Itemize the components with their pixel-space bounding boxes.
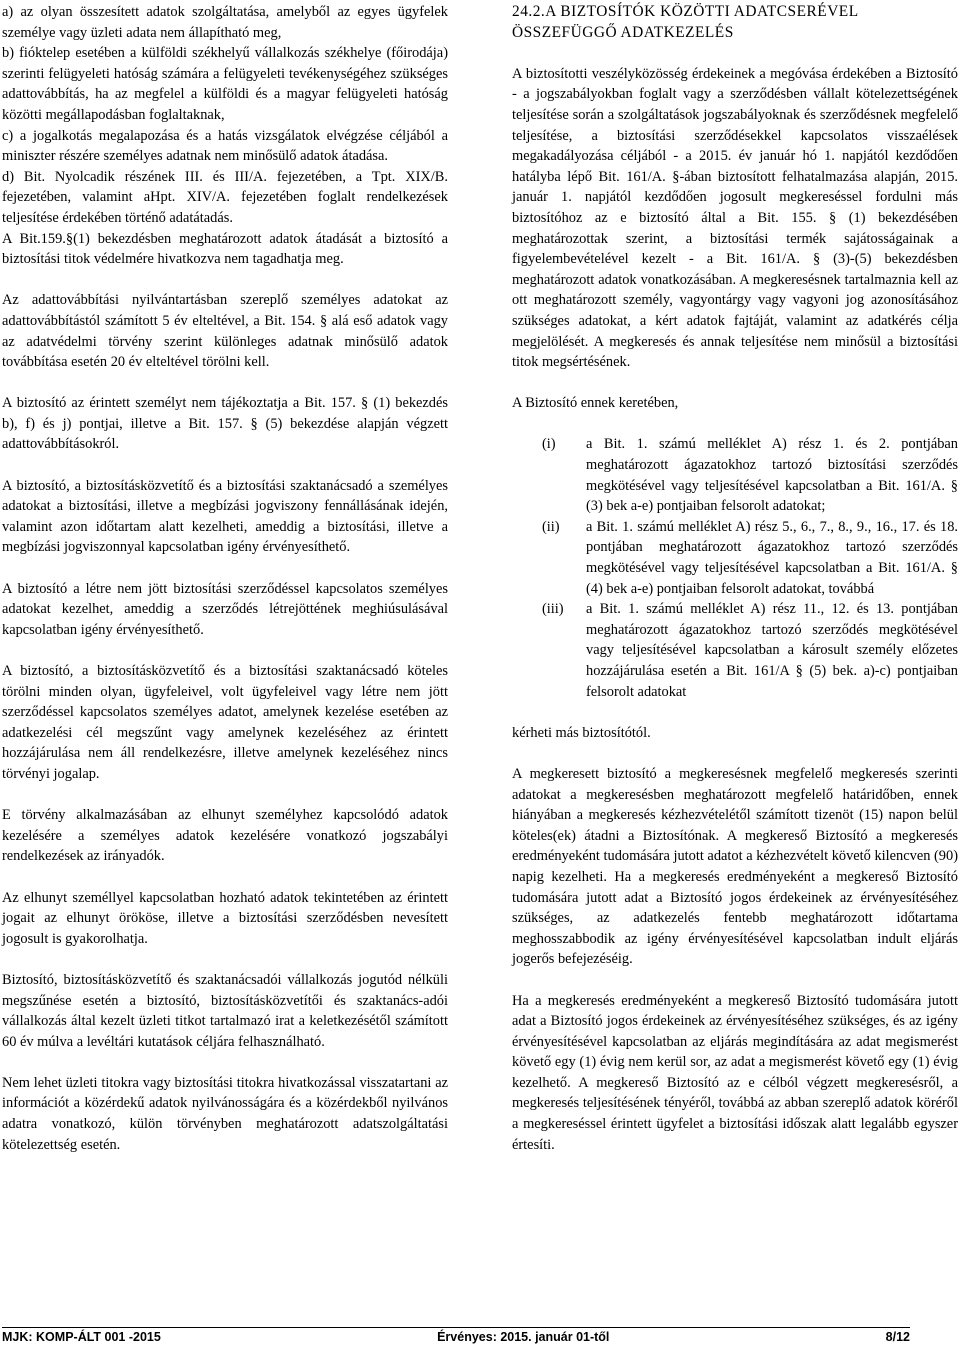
paragraph-deletion: A biztosító, a biztosításközvetítő és a biztosítási szaktanácsadó köteles törölni minden olyan, ügyfeleivel, volt ügyfeleivel vagy létre nem jött szerződéssel kapcsolatos személyes adatot, amelynek kezelése esetében az adatkezelési cél megszűnt vagy amelynek kezeléséhez az érintett hozzájárulása nem áll rendelkezésre, illetve amelynek kezeléséhez nincs törvényi jogalap.	[2, 663, 448, 782]
section-heading: 24.2.A BIZTOSÍTÓK KÖZÖTTI ADATCSERÉVEL ÖSSZEFÜGGŐ ADATKEZELÉS	[512, 3, 859, 41]
paragraph-framework: A Biztosító ennek keretében,	[512, 395, 679, 412]
paragraph-dissolution: Biztosító, biztosításközvetítő és szaktanácsadói vállalkozás jogutód nélküli megszűnése esetén a biztosító, biztosításközvetítői és szaktanács-adói vállalkozás által kezelt üzleti titkot tartalmazó irat a keletkezésétől számított 60 év múlva a levéltári kutatások céljára felhasználható.	[2, 971, 448, 1050]
paragraph-data-exchange: A biztosítotti veszélyközösség érdekeinek a megóvása érdekében a Biztosító - a jogszabályokban foglalt vagy a szerződésben vállalt kötelezettségének teljesítése során a szolgáltatások jogszabályoknak és szerződésnek megfelelő teljesítése, a biztosítási szerződésekkel kapcsolatos visszaélések megakadályozása céljából - a 2015. év január hó 1. napjától kezdődően hatályba lépő Bit. 161/A. §-ában biztosított felhatalmazása alapján, 2015. január 1. napjától kezdődően jogosult megkereséssel fordulni más biztosítóhoz az e biztosító által a Bit. 155. § (1) bekezdésében meghatározottak szerint, a biztosítási termék sajátosságainak a figyelembevételével kezelt - a Bit. 161/A. § (3)-(5) bekezdésben meghatározott adatok vonatkozásában. A megkeresésnek tartalmaznia kell az ott meghatározott személy, vagyontárgy vagy vagyoni jog azonosításához szükséges adatokat, a kért adatok fajtáját, valamint az adatkérés célja megjelölését. A megkeresés és annak teljesítése nem minősül a biztosítási titok megsértésének.	[512, 65, 958, 371]
list-item-number: (i)	[542, 436, 556, 453]
list-item	[512, 599, 958, 702]
list-item-text: a Bit. 1. számú melléklet A) rész 5., 6., 7., 8., 9., 16., 17. és 18. pontjában meghatározott ágazatokhoz tartozó szerződés megkötésével vagy teljesítésével kapcsolatban a Bit. 161/A. § (4) bek a-e) pontjaiban felsorolt adatokat, továbbá	[586, 518, 958, 597]
left-column	[2, 2, 448, 1155]
paragraph-b: b) fióktelep esetében a külföldi székhelyű vállalkozás székhelye (főirodája) szerinti felügyeleti hatóság számára a felügyeleti tevékenységéhez szükséges adattovábbítás, ha az megfelel a külföldi és a magyar felügyeleti hatóság közötti megállapodásban foglaltaknak,	[2, 45, 448, 123]
paragraph-retention-year: Ha a megkeresés eredményeként a megkereső Biztosító tudomására jutott adat a Biztosító jogos érdekeinek az érvényesítéséhez szükséges, és az igény érvényesítésével kapcsolatban az eljárás megindítására az adat megismerést követő egy (1) évig nem kerül sor, az adat a megismerést követő egy (1) évig kezelhető. A megkereső Biztosító az e célból végzett megkeresésről, a megkeresés teljesítésének tényéről, továbbá az abban szereplő adatok köréről a megkereséssel érintett ügyfelet a biztosítási időszak alatt legalább egyszer értesíti.	[512, 992, 958, 1153]
page-footer	[2, 1327, 910, 1344]
request-list	[512, 434, 958, 702]
list-item-text: a Bit. 1. számú melléklet A) rész 1. és 2. pontjában meghatározott ágazatokhoz tartozó biztosítási szerződés megkötésével vagy teljesítésével kapcsolatban a Bit. 161/A. § (3) bek a-e) pontjaiban felsorolt adatokat;	[586, 436, 958, 515]
right-column	[512, 2, 958, 1155]
paragraph-deceased-rights: Az elhunyt személlyel kapcsolatban hozható adatok tekintetében az érintett jogait az elhunyt örököse, illetve a biztosítási szerződésben nevesített jogosult is gyakorolhatja.	[2, 889, 448, 947]
paragraph-public-data: Nem lehet üzleti titokra vagy biztosítási titokra hivatkozással visszatartani az információt a közérdekű adatok nyilvánosságára és a közérdekből nyilvános adatra vonatkozó, külön törvényben meghatározott adatszolgáltatási kötelezettség esetén.	[2, 1074, 448, 1153]
paragraph-d: d) Bit. Nyolcadik részének III. és III/A. fejezetében, a Tpt. XIX/B. fejezetében, valamint aHpt. XIV/A. fejezetében foglalt rendelkezések teljesítése érdekében történő adatátadás.	[2, 168, 448, 226]
paragraph-request-close: kérheti más biztosítótól.	[512, 724, 651, 741]
paragraph-deceased: E törvény alkalmazásában az elhunyt személyhez kapcsolódó adatok kezelésére a személyes adatok kezelésére vonatkozó jogszabályi rendelkezések az irányadók.	[2, 807, 448, 865]
paragraph-a: a) az olyan összesített adatok szolgáltatása, amelyből az egyes ügyfelek személye vagy üzleti adata nem állapítható meg,	[2, 4, 448, 41]
list-item-number: (ii)	[542, 518, 560, 535]
page-number: 8/12	[885, 1330, 910, 1344]
document-id: MJK: KOMP-ÁLT 001 -2015	[2, 1330, 161, 1344]
paragraph-c: c) a jogalkotás megalapozása és a hatás vizsgálatok elvégzése céljából a miniszter részére személyes adatnak nem minősülő adatok átadása.	[2, 127, 448, 165]
paragraph-deadline: A megkeresett biztosító a megkeresésnek megfelelő megkeresés szerinti adatokat a megkeresésben meghatározott megfelelő határidőben, ennek hiányában a megkeresés kézhezvételétől számított tizenöt (15) napon belül köteles(ek) átadni a Biztosítónak. A megkereső Biztosító a megkeresés eredményeként tudomására jutott adatot a kézhezvételt követő kilencven (90) napig kezelheti. Ha a megkeresés eredményeként a megkereső Biztosító tudomására jutott adat a Biztosító jogos érdekeinek az érvényesítéséhez szükséges, az adatkezelés fentebb meghatározott időtartama meghosszabbodik az igény érvényesítésével kapcsolatban indult eljárás jogerős befejezéséig.	[512, 765, 958, 968]
list-item	[512, 517, 958, 599]
paragraph-bit159: A Bit.159.§(1) bekezdésben meghatározott adatok átadását a biztosító a biztosítási titok védelmére hivatkozva nem tagadhatja meg.	[2, 230, 448, 268]
list-item-text: a Bit. 1. számú melléklet A) rész 11., 12. és 13. pontjában meghatározott ágazatokhoz tartozó szerződés megkötésével vagy teljesítésével kapcsolatban a károsult személy előzetes hozzájárulása esetén a Bit. 161/A § (5) bek. a)-c) pontjaiban felsorolt adatokat	[586, 601, 958, 700]
paragraph-processing-period: A biztosító, a biztosításközvetítő és a biztosítási szaktanácsadó a személyes adatokat a biztosítási, illetve a megbízási jogviszony fennállásának idején, valamint azon időtartam alatt kezelheti, ameddig a biztosítási, illetve a megbízási jogviszonnyal kapcsolatban igény érvényesíthető.	[2, 477, 448, 556]
paragraph-failed-contract: A biztosító a létre nem jött biztosítási szerződéssel kapcsolatos személyes adatokat kezelhet, ameddig a szerződés létrejöttének meghiúsulásával kapcsolatban igény érvényesíthető.	[2, 580, 448, 638]
paragraph-no-notice: A biztosító az érintett személyt nem tájékoztatja a Bit. 157. § (1) bekezdés b), f) és j) pontjai, illetve a Bit. 157. § (5) bekezdése alapján végzett adattovábbításokról.	[2, 395, 448, 453]
validity-date: Érvényes: 2015. január 01-től	[437, 1330, 610, 1344]
paragraph-retention: Az adattovábbítási nyilvántartásban szereplő személyes adatokat az adattovábbítástól számított 5 év elteltével, a Bit. 154. § alá eső adatok vagy az adatvédelmi törvény szerint különleges adatnak minősülő adatok továbbítása esetén 20 év elteltével törölni kell.	[2, 292, 448, 371]
list-item-number: (iii)	[542, 601, 564, 618]
list-item	[512, 434, 958, 516]
